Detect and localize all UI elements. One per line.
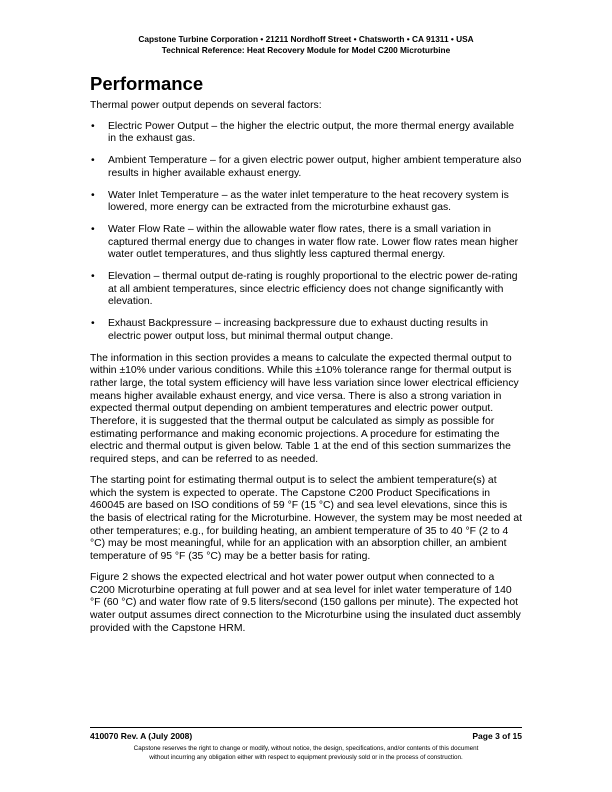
list-item-text: Water Flow Rate – within the allowable water flow rates, there is a small variation in captured thermal energy due to changes in water flow rate. Lower flow rates mean higher water outlet temperatures, and thus slightly less captured thermal energy. xyxy=(108,223,519,261)
intro-paragraph: Thermal power output depends on several factors: xyxy=(90,100,322,111)
document-body xyxy=(90,100,522,643)
list-item xyxy=(90,318,522,343)
list-item-text: Ambient Temperature – for a given electric power output, higher ambient temperature also results in higher available exhaust energy. xyxy=(108,155,522,179)
body-paragraph: The starting point for estimating thermal output is to select the ambient temperature(s) at which the system is expected to operate. The Capstone C200 Product Specifications in 460045 are based on ISO conditions of 59 °F (15 °C) and sea level elevations, since this is the basis of electrical rating for the Microturbine. However, the system may be most needed at other temperatures; e.g., for building heating, an ambient temperature of 35 to 40 °F (2 to 4 °C) may be most meaningful, while for an application with an absorption chiller, an ambient temperature of 95 °F (35 °C) may be a better basis for rating. xyxy=(90,474,522,563)
bullet-icon: • xyxy=(91,223,95,235)
footer-page-number: Page 3 of 15 xyxy=(472,731,522,741)
bullet-icon: • xyxy=(91,271,95,283)
footer-disclaimer-line: without incurring any obligation either with respect to equipment previously sold or in the process of construction. xyxy=(149,754,463,761)
factor-list xyxy=(90,121,522,344)
footer-disclaimer-line: Capstone reserves the right to change or modify, without notice, the design, specifications, and/or contents of this document xyxy=(133,745,479,752)
list-item-text: Elevation – thermal output de-rating is roughly proportional to the electric power de-rating at all ambient temperatures, since electric efficiency does not change significantly with elevation. xyxy=(108,271,518,308)
list-item xyxy=(90,224,522,262)
bullet-icon: • xyxy=(91,120,95,132)
section-title: Performance xyxy=(90,73,204,94)
footer-disclaimer xyxy=(90,744,522,762)
list-item xyxy=(90,155,522,180)
list-item xyxy=(90,121,522,146)
bullet-icon: • xyxy=(91,318,95,330)
list-item-text: Exhaust Backpressure – increasing backpressure due to exhaust ducting results in electric power output loss, but minimal thermal output change. xyxy=(108,318,489,342)
header-document-title: Technical Reference: Heat Recovery Module for Model C200 Microturbine xyxy=(161,45,451,55)
page-header xyxy=(0,34,612,56)
body-paragraph: The information in this section provides a means to calculate the expected thermal output to within ±10% under various conditions. While this ±10% tolerance range for thermal output is rather large, the total system efficiency will have less variation since lower electrical efficiency means higher available exhaust energy, and vice versa. There is also a strong variation in expected thermal output depending on ambient temperatures and electric power output. Therefore, it is suggested that the thermal output be calculated as simply as possible for estimating performance and making economic projections. A procedure for estimating the electric and thermal output is given below. Table 1 at the end of this section summarizes the required steps, and can be referred to as needed. xyxy=(90,352,519,466)
body-paragraph: Figure 2 shows the expected electrical and hot water power output when connected to a C200 Microturbine operating at full power and at sea level for inlet water temperature of 140 °F (60 °C) and water flow rate of 9.5 liters/second (150 gallons per minute). The expected hot water output assumes direct connection to the Microturbine using the insulated duct assembly provided with the Capstone HRM. xyxy=(90,571,521,634)
list-item xyxy=(90,271,522,309)
footer-divider xyxy=(90,727,522,728)
bullet-icon: • xyxy=(91,189,95,201)
bullet-icon: • xyxy=(91,155,95,167)
list-item xyxy=(90,190,522,215)
list-item-text: Electric Power Output – the higher the electric output, the more thermal energy available in the exhaust gas. xyxy=(108,120,515,145)
footer-document-id: 410070 Rev. A (July 2008) xyxy=(90,731,193,741)
list-item-text: Water Inlet Temperature – as the water inlet temperature to the heat recovery system is lowered, more energy can be extracted from the microturbine exhaust gas. xyxy=(108,189,509,214)
header-address: Capstone Turbine Corporation • 21211 Nordhoff Street • Chatsworth • CA 91311 • USA xyxy=(138,34,474,44)
